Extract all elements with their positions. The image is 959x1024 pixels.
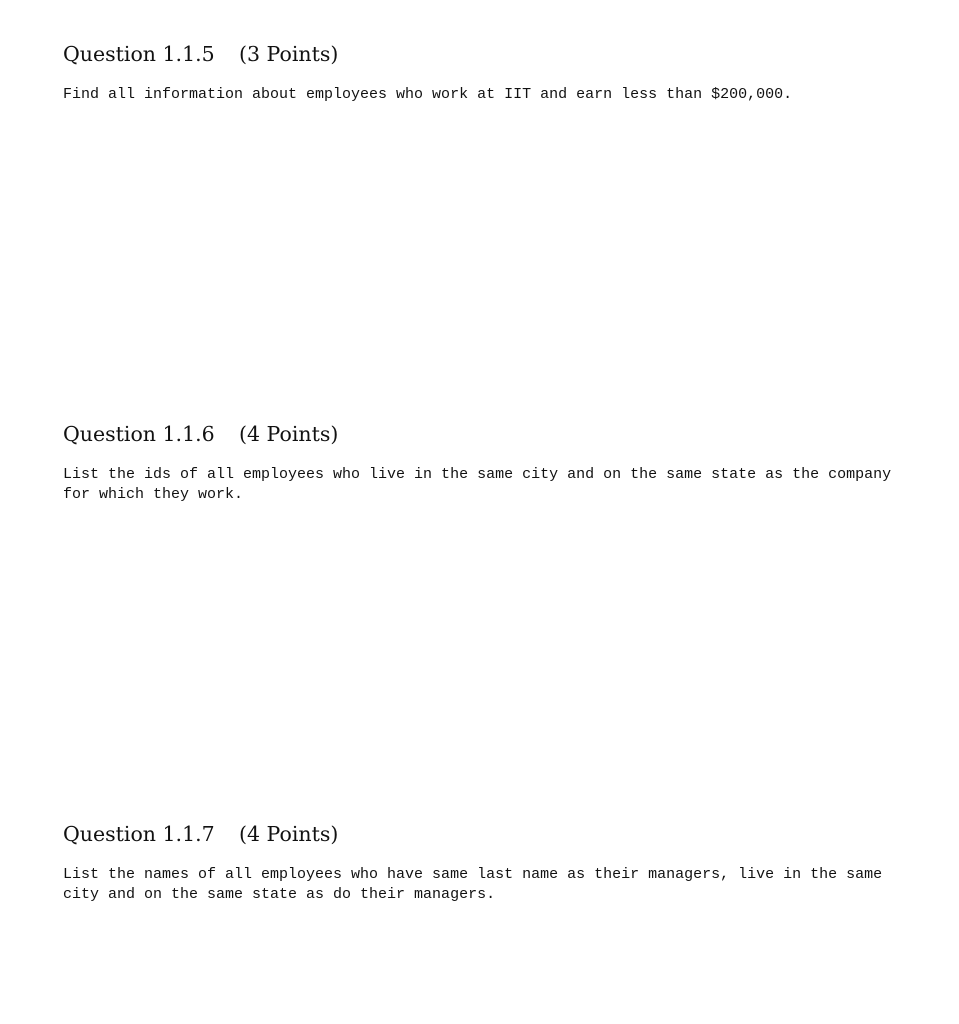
question-1-1-6	[63, 420, 933, 505]
question-points: (4 Points)	[239, 822, 339, 846]
question-points: (4 Points)	[239, 422, 339, 446]
question-heading	[63, 420, 933, 448]
question-number: Question 1.1.6	[63, 422, 215, 446]
question-number: Question 1.1.5	[63, 42, 215, 66]
question-heading	[63, 40, 933, 68]
question-text: List the ids of all employees who live in the same city and on the same state as the company for which they work.	[63, 466, 892, 503]
question-points: (3 Points)	[239, 42, 339, 66]
question-heading	[63, 820, 933, 848]
question-text: Find all information about employees who work at IIT and earn less than $200,000.	[63, 86, 793, 103]
question-number: Question 1.1.7	[63, 822, 215, 846]
question-1-1-7	[63, 820, 933, 905]
question-1-1-5	[63, 40, 933, 105]
question-text: List the names of all employees who have same last name as their managers, live in the same city and on the same state as do their managers.	[63, 866, 883, 903]
